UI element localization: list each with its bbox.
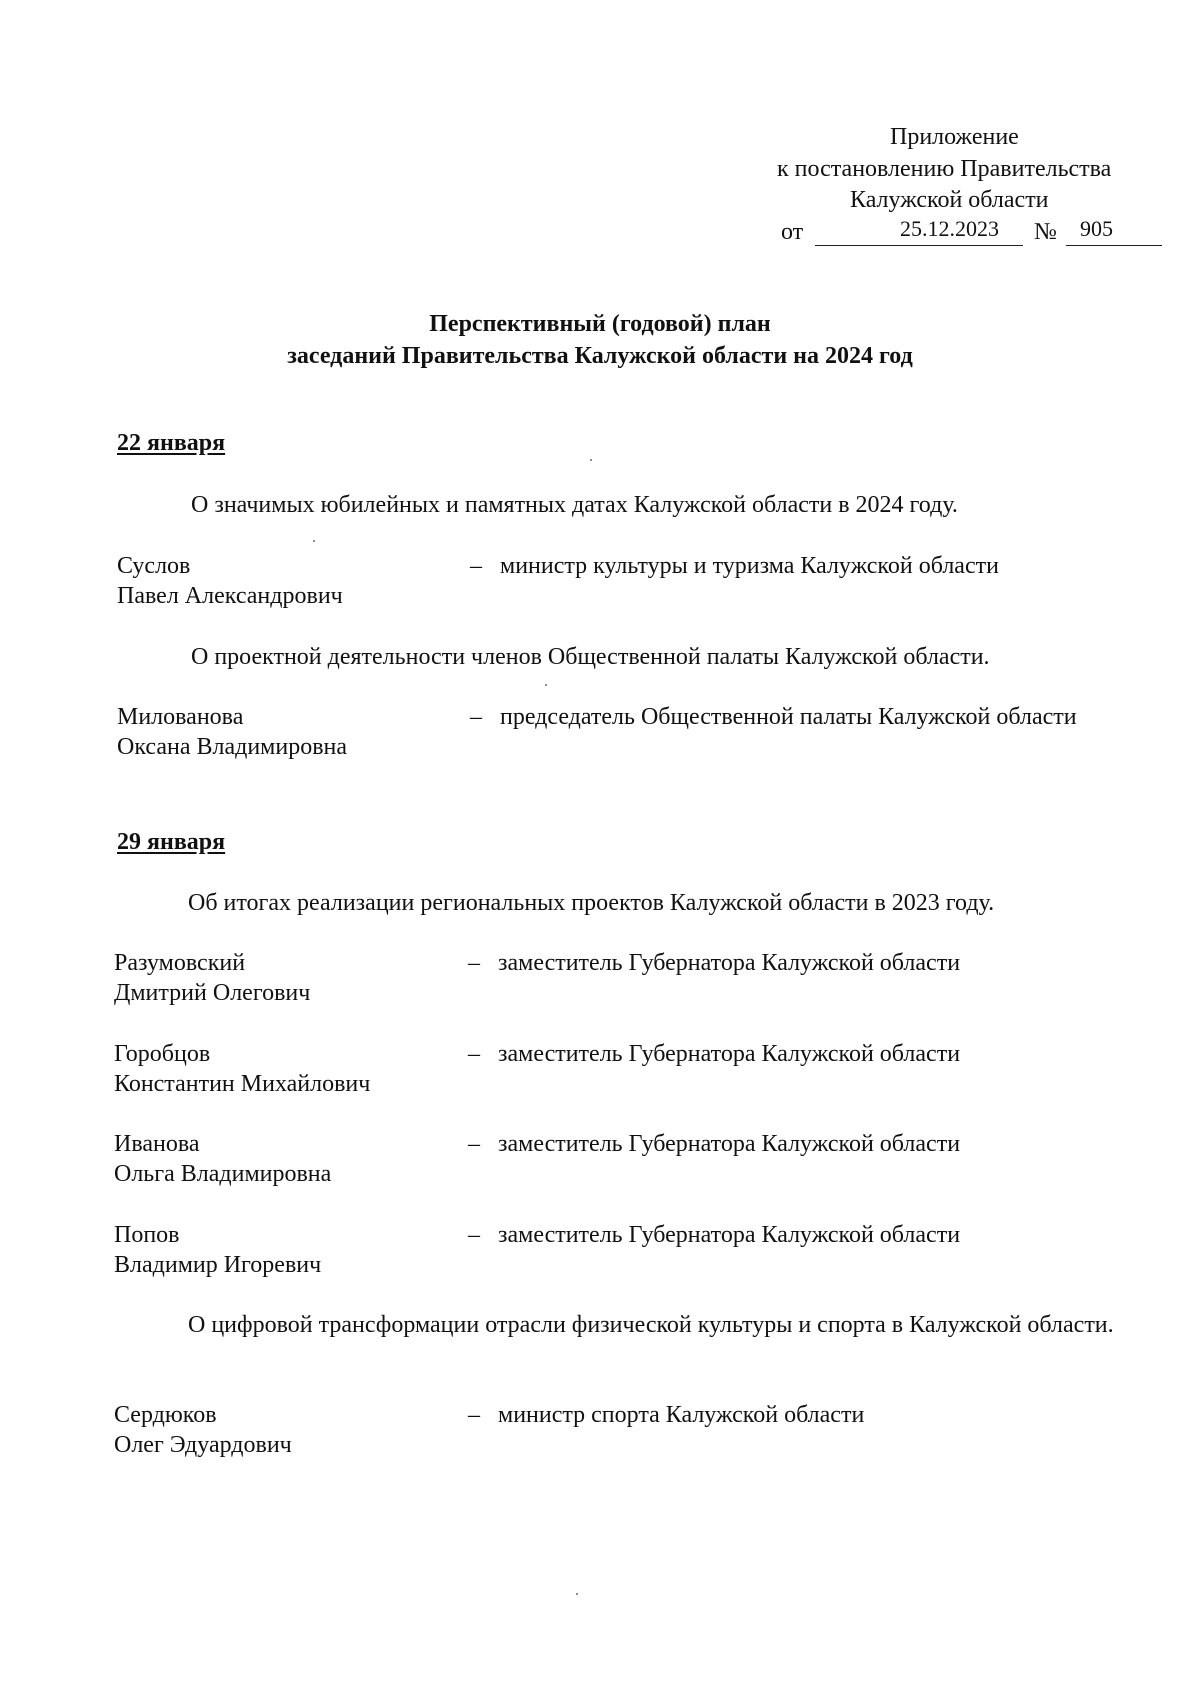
speaker-surname: Попов [114, 1222, 180, 1248]
header-number-label: № [1034, 219, 1057, 245]
title-line-1: Перспективный (годовой) план [429, 311, 771, 337]
speaker-dash: – [468, 1131, 480, 1157]
speaker-name: Владимир Игоревич [114, 1252, 322, 1278]
speaker-dash: – [468, 1041, 480, 1067]
speaker-surname: Разумовский [114, 950, 246, 976]
speaker-dash: – [468, 950, 480, 976]
speaker-dash: – [468, 1222, 480, 1248]
header-appendix: Приложение [890, 124, 1019, 150]
header-number: 905 [1080, 216, 1113, 241]
speaker-name: Оксана Владимировна [117, 734, 348, 760]
speaker-position: заместитель Губернатора Калужской области [498, 1041, 961, 1067]
topic-text: Об итогах реализации региональных проектов Калужской области в 2023 году. [188, 890, 995, 916]
speaker-name: Олег Эдуардович [114, 1432, 292, 1458]
speaker-name: Константин Михайлович [114, 1071, 371, 1097]
header-from-label: от [781, 219, 804, 245]
date-underline [815, 245, 1023, 246]
scan-speck [313, 540, 315, 542]
scan-speck [545, 684, 547, 686]
topic-text: О проектной деятельности членов Общественной палаты Калужской области. [191, 644, 990, 670]
speaker-position: заместитель Губернатора Калужской области [498, 1222, 961, 1248]
speaker-name: Павел Александрович [117, 583, 343, 609]
speaker-surname: Горобцов [114, 1041, 211, 1067]
topic-text: О цифровой трансформации отрасли физической культуры и спорта в Калужской области. [188, 1312, 1114, 1338]
speaker-dash: – [470, 553, 482, 579]
section-date: 22 января [117, 430, 226, 456]
speaker-surname: Суслов [117, 553, 191, 579]
speaker-dash: – [470, 704, 482, 730]
speaker-position: заместитель Губернатора Калужской области [498, 950, 961, 976]
header-resolution: к постановлению Правительства [777, 156, 1112, 182]
speaker-name: Дмитрий Олегович [114, 980, 311, 1006]
scan-speck [576, 1593, 578, 1595]
speaker-position: министр спорта Калужской области [498, 1402, 865, 1428]
title-line-2: заседаний Правительства Калужской области на 2024 год [287, 343, 913, 369]
speaker-name: Ольга Владимировна [114, 1161, 332, 1187]
section-date: 29 января [117, 829, 226, 855]
speaker-position: заместитель Губернатора Калужской области [498, 1131, 961, 1157]
topic-text: О значимых юбилейных и памятных датах Калужской области в 2024 году. [191, 492, 958, 518]
speaker-position: министр культуры и туризма Калужской области [500, 553, 999, 579]
header-region: Калужской области [850, 187, 1049, 213]
number-underline [1066, 245, 1162, 246]
header-date: 25.12.2023 [900, 216, 999, 241]
speaker-dash: – [468, 1402, 480, 1428]
speaker-surname: Иванова [114, 1131, 200, 1157]
speaker-surname: Сердюков [114, 1402, 217, 1428]
speaker-surname: Милованова [117, 704, 244, 730]
scan-speck [590, 459, 592, 461]
speaker-position: председатель Общественной палаты Калужской области [500, 704, 1077, 730]
